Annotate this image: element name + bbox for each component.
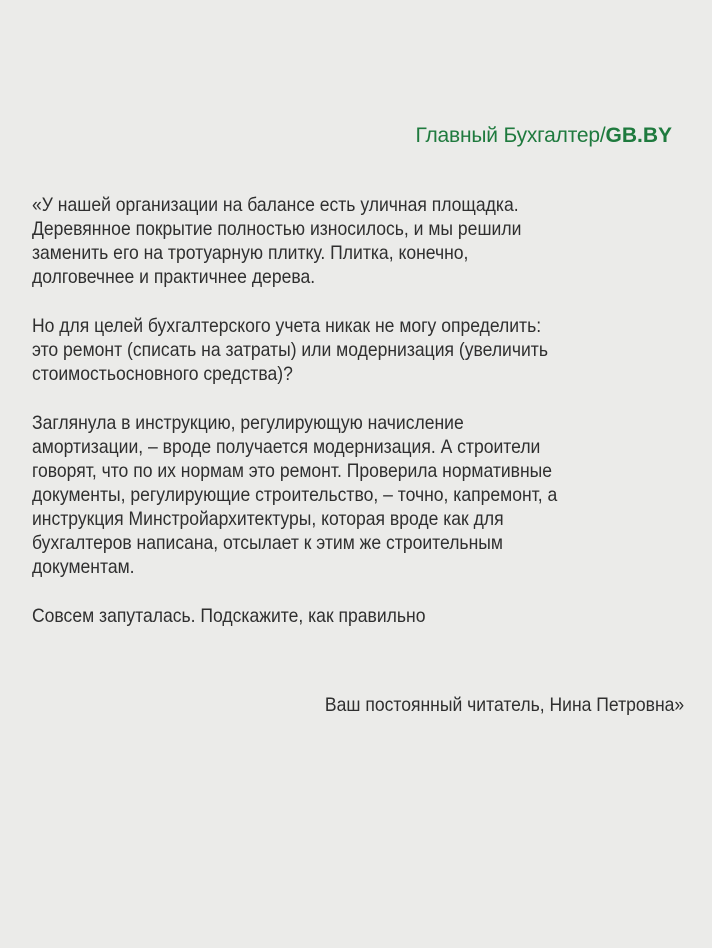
letter-paragraph-1	[32, 193, 617, 289]
text-line: Но для целей бухгалтерского учета никак не могу определить:	[32, 315, 542, 337]
text-line: амортизации, – вроде получается модернизация. А строители	[32, 436, 541, 458]
signature: Ваш постоянный читатель, Нина Петровна»	[324, 694, 684, 716]
text-line: инструкция Минстройархитектуры, которая вроде как для	[32, 508, 504, 530]
letter-body	[32, 193, 617, 653]
text-line: документам.	[32, 556, 135, 578]
text-line: «У нашей организации на балансе есть уличная площадка.	[32, 194, 519, 216]
text-line: Заглянула в инструкцию, регулирующую начисление	[32, 412, 464, 434]
letter-paragraph-3	[32, 411, 617, 579]
text-line: бухгалтеров написана, отсылает к этим же строительным	[32, 532, 503, 554]
text-line: долговечнее и практичнее дерева.	[32, 266, 316, 288]
brand-logo	[416, 124, 672, 148]
text-line: заменить его на тротуарную плитку. Плитка, конечно,	[32, 242, 469, 264]
brand-site: GB.BY	[605, 124, 672, 147]
text-line: Совсем запуталась. Подскажите, как правильно	[32, 605, 426, 627]
letter-paragraph-2	[32, 314, 617, 386]
text-line: стоимостьосновного средства)?	[32, 363, 293, 385]
text-line: говорят, что по их нормам это ремонт. Проверила нормативные	[32, 460, 553, 482]
brand-title: Главный Бухгалтер/	[415, 124, 606, 147]
letter-paragraph-4	[32, 604, 617, 628]
text-line: это ремонт (списать на затраты) или модернизация (увеличить	[32, 339, 548, 361]
text-line: документы, регулирующие строительство, – точно, капремонт, а	[32, 484, 558, 506]
text-line: Деревянное покрытие полностью износилось, и мы решили	[32, 218, 522, 240]
